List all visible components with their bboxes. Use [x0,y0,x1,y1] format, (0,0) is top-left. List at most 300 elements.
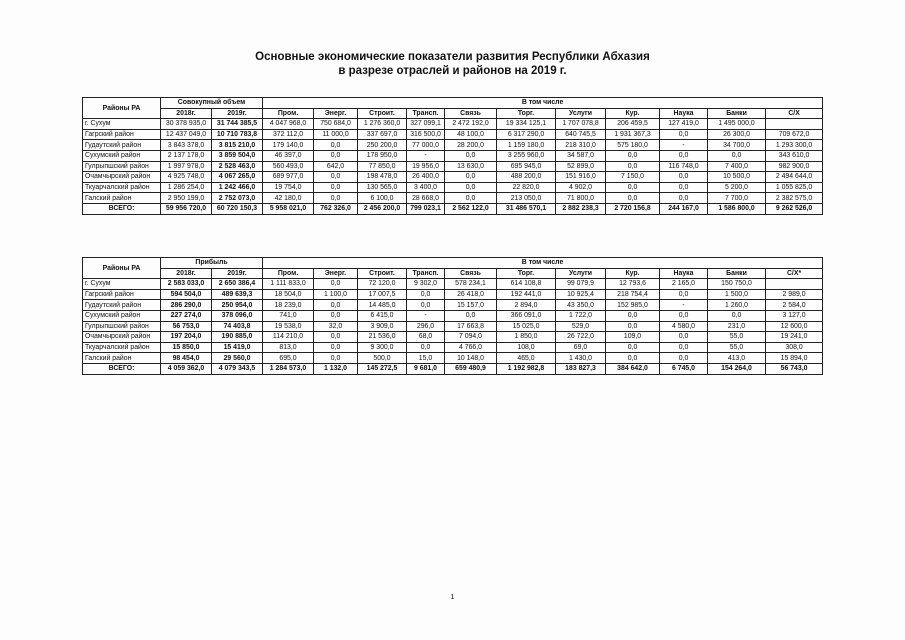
table-cell: 32,0 [314,321,358,332]
total-cell: 799 023,1 [407,203,445,214]
table-cell: 1 100,0 [314,289,358,300]
table-row [83,140,823,151]
district-name: г. Сухум [83,119,161,130]
table-cell: 12 600,0 [766,321,823,332]
table-cell: 99 079,9 [556,279,606,290]
table-cell: 0,0 [314,342,358,353]
table-cell: 29 560,0 [212,353,263,364]
table-cell: 1 707 078,8 [556,119,606,130]
table-cell: 19 538,0 [263,321,314,332]
table-cell: 151 916,0 [556,172,606,183]
table-cell: 0,0 [606,353,660,364]
total-cell: 244 167,0 [660,203,708,214]
table-cell: 26 300,0 [708,129,766,140]
table-cell: 19 241,0 [766,332,823,343]
table-cell: 7 400,0 [708,161,766,172]
column-header: 2019г. [212,268,263,279]
table-cell: 0,0 [314,353,358,364]
table-cell: 15 894,0 [766,353,823,364]
district-name: г. Сухум [83,279,161,290]
table-cell: 529,0 [556,321,606,332]
table-cell: 26 400,0 [407,172,445,183]
table-cell: 4 902,0 [556,182,606,193]
column-header: 2019г. [212,108,263,119]
total-row [83,203,823,214]
table-cell: 560 493,0 [263,161,314,172]
table-cell: 206 459,5 [606,119,660,130]
group-header: Прибыль [161,258,263,269]
table-cell: 42 180,0 [263,193,314,204]
table-cell: 709 672,0 [766,129,823,140]
table-cell: 0,0 [660,182,708,193]
table-cell: 286 290,0 [161,300,212,311]
table-cell: 0,0 [314,193,358,204]
column-header: Услуги [556,108,606,119]
table-cell: 0,0 [314,172,358,183]
column-header-row [83,268,823,279]
column-header: Строит. [358,108,407,119]
table-cell: 3 127,0 [766,310,823,321]
table-cell: 3 843 378,0 [161,140,212,151]
total-cell: 154 264,0 [708,363,766,374]
total-cell: 1 192 982,8 [497,363,556,374]
table-cell: 1 286 254,0 [161,182,212,193]
table-row [83,129,823,140]
table-cell: 43 350,0 [556,300,606,311]
table-row [83,182,823,193]
total-cell: 4 059 362,0 [161,363,212,374]
table-cell: 1 293 300,0 [766,140,823,151]
table-cell: 372 112,0 [263,129,314,140]
table-cell: 1 500,0 [708,289,766,300]
total-cell: 59 956 720,0 [161,203,212,214]
table-cell: 15 850,0 [161,342,212,353]
table-cell: 0,0 [314,279,358,290]
table-cell: 10 500,0 [708,172,766,183]
table-cell: 316 500,0 [407,129,445,140]
district-name: Гагрский район [83,289,161,300]
table-cell: 0,0 [660,332,708,343]
table-cell: 3 255 960,0 [497,150,556,161]
table-cell: 2 382 575,0 [766,193,823,204]
table-cell: 741,0 [263,310,314,321]
table-cell: 0,0 [606,310,660,321]
table-cell: 0,0 [407,289,445,300]
table-cell: 4 580,0 [660,321,708,332]
column-header: Торг. [497,268,556,279]
table-cell: 108,0 [497,342,556,353]
table-cell: 813,0 [263,342,314,353]
table-cell: 6 415,0 [358,310,407,321]
table-cell: 69,0 [556,342,606,353]
table-cell: 0,0 [660,342,708,353]
table-cell: 18 504,0 [263,289,314,300]
table-cell: 0,0 [407,342,445,353]
table-cell: 1 931 367,3 [606,129,660,140]
table-cell: 296,0 [407,321,445,332]
table-cell: 10 710 783,8 [212,129,263,140]
column-header: С/Х* [766,268,823,279]
table-cell: 14 485,0 [358,300,407,311]
column-header: Трансп. [407,268,445,279]
table-row [83,310,823,321]
total-label: ВСЕГО: [83,203,161,214]
table-row [83,321,823,332]
total-cell: 56 743,0 [766,363,823,374]
column-header: 2018г. [161,108,212,119]
table-cell: 614 108,8 [497,279,556,290]
profit-table [82,257,823,375]
table-cell: 0,0 [660,172,708,183]
table-cell: 127 419,0 [660,119,708,130]
table-row [83,161,823,172]
table-cell: 0,0 [606,182,660,193]
table-cell: 28 200,0 [445,140,497,151]
table-cell: 11 000,0 [314,129,358,140]
table-cell: 594 504,0 [161,289,212,300]
total-cell: 762 326,0 [314,203,358,214]
total-cell: 1 284 573,0 [263,363,314,374]
total-cell: 183 827,3 [556,363,606,374]
table-cell: 413,0 [708,353,766,364]
table-cell: 17 663,8 [445,321,497,332]
table-cell: 0,0 [660,353,708,364]
table-cell: 26 722,0 [556,332,606,343]
incl-header: В том числе [263,98,823,109]
total-cell: 5 958 021,0 [263,203,314,214]
table-cell: 68,0 [407,332,445,343]
table-cell: 4 067 265,0 [212,172,263,183]
table-cell: 10 148,0 [445,353,497,364]
column-header: Банки [708,268,766,279]
table-cell: 0,0 [606,342,660,353]
table-cell: 6 317 290,0 [497,129,556,140]
table-cell: 640 745,5 [556,129,606,140]
table-row [83,193,823,204]
table-cell: 4 047 968,0 [263,119,314,130]
table-cell: 3 909,0 [358,321,407,332]
table-cell: 982 900,0 [766,161,823,172]
table-cell: - [407,150,445,161]
district-name: Сухумский район [83,310,161,321]
table-cell: 1 850,0 [497,332,556,343]
table-cell: 46 397,0 [263,150,314,161]
table-cell: 695,0 [263,353,314,364]
table-cell: - [660,300,708,311]
table-cell: 0,0 [407,300,445,311]
table-cell: 72 120,0 [358,279,407,290]
table-cell: 21 536,0 [358,332,407,343]
district-header: Районы РА [83,98,161,119]
table-cell: 190 885,0 [212,332,263,343]
total-volume-table [82,97,823,215]
table-cell: 1 276 360,0 [358,119,407,130]
table-cell: 7 094,0 [445,332,497,343]
table-cell: 0,0 [660,129,708,140]
table-cell: 198 478,0 [358,172,407,183]
table-cell: 0,0 [445,150,497,161]
table-row [83,300,823,311]
table-cell: 17 007,5 [358,289,407,300]
column-header: Кур. [606,268,660,279]
table-cell: 0,0 [660,150,708,161]
table-cell: 2 472 192,0 [445,119,497,130]
table-row [83,279,823,290]
table-cell: 2 950 199,0 [161,193,212,204]
title-line-1: Основные экономические показатели развития Республики Абхазия [255,51,650,63]
total-cell: 9 681,0 [407,363,445,374]
table-cell: 0,0 [445,172,497,183]
table-cell: 12 793,6 [606,279,660,290]
district-name: Очамчырский район [83,332,161,343]
table-cell: 2 989,0 [766,289,823,300]
table-cell: 3 859 504,0 [212,150,263,161]
table-cell: 2 583 033,0 [161,279,212,290]
district-name: Гулрыпшский район [83,161,161,172]
title-line-2: в разрезе отраслей и районов на 2019 г. [338,65,567,77]
table-cell: 0,0 [606,321,660,332]
district-name: Гудаутский район [83,140,161,151]
table-cell: 9 300,0 [358,342,407,353]
table-cell: 7 150,0 [606,172,660,183]
column-header: Торг. [497,108,556,119]
table-cell: 56 753,0 [161,321,212,332]
table-cell: 0,0 [660,310,708,321]
table-cell: 192 441,0 [497,289,556,300]
table-cell: 1 242 466,0 [212,182,263,193]
table-cell: 7 700,0 [708,193,766,204]
table-cell: 0,0 [314,300,358,311]
table-cell: 0,0 [314,332,358,343]
total-cell: 145 272,5 [358,363,407,374]
table-cell: 1 055 825,0 [766,182,823,193]
column-header: 2018г. [161,268,212,279]
table-cell: 30 378 935,0 [161,119,212,130]
table-cell: 22 820,0 [497,182,556,193]
table-cell: 31 744 385,5 [212,119,263,130]
table-cell: 4 925 748,0 [161,172,212,183]
total-cell: 659 480,9 [445,363,497,374]
table-row [83,332,823,343]
table-cell: 18 239,0 [263,300,314,311]
district-name: Гудаутский район [83,300,161,311]
table-cell: 98 454,0 [161,353,212,364]
table-cell: 0,0 [660,193,708,204]
table-cell: 1 722,0 [556,310,606,321]
group-header: Совокупный объем [161,98,263,109]
table-cell: 19 334 125,1 [497,119,556,130]
district-name: Очамчырский район [83,172,161,183]
table-cell: 0,0 [445,182,497,193]
table-cell: 1 111 833,0 [263,279,314,290]
table-cell: 26 418,0 [445,289,497,300]
table-row [83,289,823,300]
table-cell: 2 752 073,0 [212,193,263,204]
table-cell: 327 099,1 [407,119,445,130]
table-cell: 52 899,0 [556,161,606,172]
table-cell: 488 200,0 [497,172,556,183]
table-cell: 3 400,0 [407,182,445,193]
table-cell: 213 050,0 [497,193,556,204]
table-cell: 77 850,0 [358,161,407,172]
table-cell: 366 091,0 [497,310,556,321]
table-cell: 15,0 [407,353,445,364]
table-cell: 5 200,0 [708,182,766,193]
column-header: Наука [660,268,708,279]
total-cell: 1 586 800,0 [708,203,766,214]
table-cell: 48 100,0 [445,129,497,140]
table-cell: 2 528 463,0 [212,161,263,172]
table-cell: 15 025,0 [497,321,556,332]
table-cell: 0,0 [314,140,358,151]
column-header: Кур. [606,108,660,119]
page-number: 1 [450,594,455,601]
table-cell: 130 565,0 [358,182,407,193]
table-cell: 1 430,0 [556,353,606,364]
total-label: ВСЕГО: [83,363,161,374]
table-cell: 12 437 049,0 [161,129,212,140]
table-cell: 74 403,8 [212,321,263,332]
total-cell: 9 262 526,0 [766,203,823,214]
table-row [83,119,823,130]
table-cell: 575 180,0 [606,140,660,151]
table-cell: 109,0 [606,332,660,343]
table-cell: 218 754,4 [606,289,660,300]
column-header: Энерг. [314,268,358,279]
table-cell: 578 234,1 [445,279,497,290]
table-cell: 1 997 978,0 [161,161,212,172]
table-cell: 15 419,0 [212,342,263,353]
table-cell: 465,0 [497,353,556,364]
table-cell: 55,0 [708,332,766,343]
table-cell: 2 894,0 [497,300,556,311]
table-cell: 0,0 [606,150,660,161]
column-header: Энерг. [314,108,358,119]
column-header: Связь [445,108,497,119]
table-cell: 489 639,3 [212,289,263,300]
table-cell: 0,0 [708,310,766,321]
table-cell: 1 260,0 [708,300,766,311]
table-cell: 152 985,0 [606,300,660,311]
table-cell: 116 748,0 [660,161,708,172]
table-cell: 2 584,0 [766,300,823,311]
table-cell: 250 954,0 [212,300,263,311]
table-cell: 2 650 386,4 [212,279,263,290]
table-cell: 77 000,0 [407,140,445,151]
column-header: С/Х [766,108,823,119]
table-cell: 34 700,0 [708,140,766,151]
table-cell: 19 754,0 [263,182,314,193]
table-cell: 19 956,0 [407,161,445,172]
total-cell: 4 079 343,5 [212,363,263,374]
table-row [83,353,823,364]
table-cell: 178 950,0 [358,150,407,161]
table-cell: 28 668,0 [407,193,445,204]
table-cell: - [660,140,708,151]
table-cell: 34 587,0 [556,150,606,161]
column-header: Пром. [263,108,314,119]
table-cell: 1 495 000,0 [708,119,766,130]
table-cell: 231,0 [708,321,766,332]
table-cell: 0,0 [314,310,358,321]
column-header: Пром. [263,268,314,279]
table-cell: 179 140,0 [263,140,314,151]
table-cell: 197 204,0 [161,332,212,343]
table-cell: 6 100,0 [358,193,407,204]
column-header: Банки [708,108,766,119]
table-cell: 0,0 [445,310,497,321]
district-header: Районы РА [83,258,161,279]
table-cell: 227 274,0 [161,310,212,321]
district-name: Гагрский район [83,129,161,140]
total-cell: 60 720 150,3 [212,203,263,214]
table-cell [766,119,823,130]
incl-header: В том числе [263,258,823,269]
total-cell: 2 562 122,0 [445,203,497,214]
table-cell: 71 800,0 [556,193,606,204]
table-cell: 0,0 [606,161,660,172]
table-row [83,342,823,353]
table-cell: 695 945,0 [497,161,556,172]
table-cell: 15 157,0 [445,300,497,311]
table-cell: 0,0 [708,150,766,161]
table-cell: 250 200,0 [358,140,407,151]
total-cell: 1 132,0 [314,363,358,374]
total-cell: 2 882 238,3 [556,203,606,214]
table-row [83,172,823,183]
table-cell: - [407,310,445,321]
district-name: Ткуарчалский район [83,182,161,193]
total-cell: 31 486 570,1 [497,203,556,214]
table-cell: 308,0 [766,342,823,353]
district-name: Галский район [83,193,161,204]
table-cell: 3 815 210,0 [212,140,263,151]
table-cell: 218 310,0 [556,140,606,151]
column-header: Строит. [358,268,407,279]
table-cell: 0,0 [445,193,497,204]
table-cell: 2 165,0 [660,279,708,290]
total-cell: 2 456 200,0 [358,203,407,214]
table-cell: 150 750,0 [708,279,766,290]
table-cell: 750 684,0 [314,119,358,130]
table-cell: 2 137 178,0 [161,150,212,161]
column-header-row [83,108,823,119]
table-cell: 0,0 [314,182,358,193]
table-cell: 689 977,0 [263,172,314,183]
total-cell: 2 720 156,8 [606,203,660,214]
table-cell: 13 630,0 [445,161,497,172]
column-header: Услуги [556,268,606,279]
table-cell [766,279,823,290]
district-name: Гулрыпшский район [83,321,161,332]
table-cell: 337 697,0 [358,129,407,140]
table-cell: 642,0 [314,161,358,172]
table-cell: 1 159 180,0 [497,140,556,151]
table-cell: 4 766,0 [445,342,497,353]
table-cell: 114 210,0 [263,332,314,343]
district-name: Сухумский район [83,150,161,161]
table-cell: 0,0 [606,193,660,204]
table-cell: 9 302,0 [407,279,445,290]
table-cell: 2 494 644,0 [766,172,823,183]
column-header: Наука [660,108,708,119]
table-cell: 0,0 [314,150,358,161]
table-cell: 10 925,4 [556,289,606,300]
district-name: Галский район [83,353,161,364]
table-cell: 0,0 [660,289,708,300]
total-cell: 6 745,0 [660,363,708,374]
document-title [0,50,905,78]
